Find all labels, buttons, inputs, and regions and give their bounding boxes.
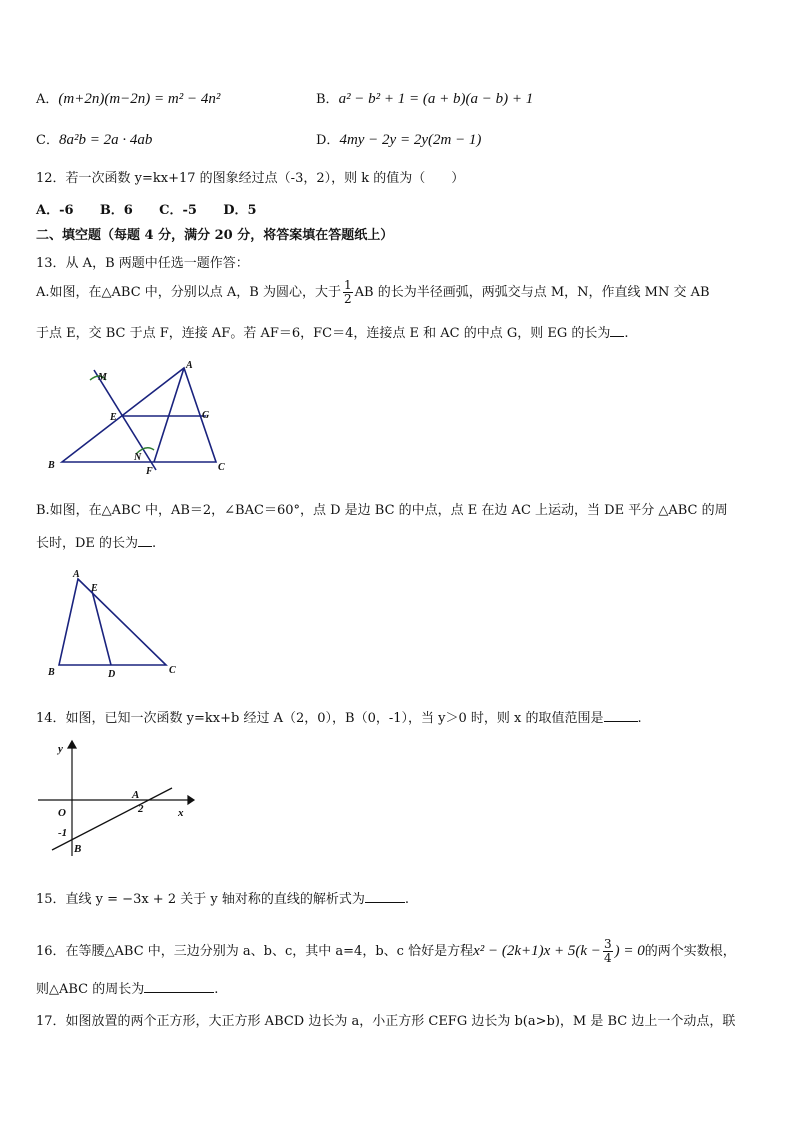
label-g: G bbox=[202, 410, 210, 421]
label-c: C bbox=[218, 462, 225, 473]
q13-b-line1: B.如图，在△ABC 中，AB＝2，∠BAC＝60°，点 D 是边 BC 的中点，点 E 在边 AC 上运动，当 DE 平分 △ABC 的周 bbox=[36, 503, 728, 518]
q12-option-a: A．-6 bbox=[36, 203, 74, 218]
q15-stem: 15．直线 y = −3x + 2 关于 y 轴对称的直线的解析式为 . bbox=[36, 892, 409, 907]
label-m: M bbox=[98, 372, 107, 383]
label-b: B bbox=[48, 460, 55, 471]
label-tick-2: 2 bbox=[138, 803, 144, 815]
label-point-a: A bbox=[132, 789, 140, 801]
answer-blank bbox=[610, 325, 624, 337]
q13-b-line2: 长时，DE 的长为 . bbox=[36, 536, 157, 551]
label-y: y bbox=[58, 743, 63, 755]
triangle-abc bbox=[59, 579, 166, 665]
answer-blank bbox=[604, 710, 638, 722]
q13-a-line2: 于点 E，交 BC 于点 F，连接 AF。若 AF＝6，FC＝4，连接点 E 和 AC 的中点 G，则 EG 的长为 . bbox=[36, 326, 629, 341]
label-d: D bbox=[108, 669, 116, 679]
label-point-b: B bbox=[74, 843, 82, 855]
label-c: C bbox=[169, 665, 176, 676]
q11-option-c: C．8a²b = 2a · 4ab bbox=[36, 132, 153, 148]
label-b: B bbox=[48, 667, 55, 678]
q11-option-b-expr: a² − b² + 1 = (a + b)(a − b) + 1 bbox=[338, 91, 534, 107]
label-e: E bbox=[91, 583, 98, 594]
figure-triangle-abc-perpendicular-bisector bbox=[44, 358, 234, 478]
fraction-one-half: $\frac{1}{2}$ bbox=[344, 278, 352, 306]
q13-a-line1: A.如图，在△ABC 中，分别以点 A，B 为圆心，大于 $\frac{1}{2}$ AB 的长为半径画弧，两弧交与点 M，N，作直线 MN 交 AB bbox=[36, 278, 710, 306]
q17-line1: 17．如图放置的两个正方形，大正方形 ABCD 边长为 a，小正方形 CEFG 边长为 b(a>b)，M 是 BC 边上一个动点，联 bbox=[36, 1014, 736, 1029]
figure-triangle-abc-de bbox=[42, 567, 192, 679]
q16-line1: 16．在等腰△ABC 中，三边分别为 a、b、c，其中 a=4，b、c 恰好是方程x² − (2k+1)x + 5(k − $\frac{3}{4}$ ) = 0的两个实数根， bbox=[36, 937, 736, 965]
label-origin: O bbox=[58, 807, 66, 819]
q12-option-c: C．-5 bbox=[159, 203, 197, 218]
q16-line2: 则△ABC 的周长为 . bbox=[36, 982, 219, 997]
q11-option-b: B．a² − b² + 1 = (a + b)(a − b) + 1 bbox=[316, 91, 534, 107]
q13-stem: 13．从 A，B 两题中任选一题作答： bbox=[36, 256, 249, 271]
q11-option-c-expr: 8a²b = 2a · 4ab bbox=[58, 132, 153, 148]
q11-option-a: A．(m+2n)(m−2n) = m² − 4n² bbox=[36, 91, 221, 107]
label-a: A bbox=[186, 360, 193, 371]
q14-stem: 14．如图，已知一次函数 y=kx+b 经过 A（2，0），B（0，-1），当 y＞0 时，则 x 的取值范围是 . bbox=[36, 711, 642, 726]
q11-option-a-expr: (m+2n)(m−2n) = m² − 4n² bbox=[58, 91, 221, 107]
line-mn bbox=[94, 370, 156, 470]
q11-option-d-expr: 4my − 2y = 2y(2m − 1) bbox=[339, 132, 482, 148]
label-f: F bbox=[146, 466, 153, 477]
q12-options bbox=[36, 199, 257, 218]
q11-option-d: D．4my − 2y = 2y(2m − 1) bbox=[316, 132, 482, 148]
y-axis-arrow bbox=[68, 741, 76, 748]
label-e: E bbox=[110, 412, 117, 423]
label-a: A bbox=[73, 569, 80, 580]
segment-af bbox=[154, 368, 184, 462]
fraction-three-quarters: $\frac{3}{4}$ bbox=[603, 937, 612, 965]
q12-option-b: B．6 bbox=[99, 203, 133, 218]
triangle-abc bbox=[62, 368, 216, 462]
section-fill-in-blank-heading: 二、填空题（每题 4 分，满分 20 分，将答案填在答题纸上） bbox=[36, 228, 394, 243]
label-tick-minus1: -1 bbox=[58, 827, 68, 839]
figure-linear-function-graph bbox=[30, 738, 200, 858]
label-n: N bbox=[134, 452, 142, 463]
q12-stem: 12．若一次函数 y=kx+17 的图象经过点（-3，2），则 k 的值为（ ） bbox=[36, 171, 465, 186]
answer-blank bbox=[144, 981, 214, 993]
answer-blank bbox=[365, 891, 405, 903]
x-axis-arrow bbox=[188, 796, 194, 804]
answer-blank bbox=[138, 535, 152, 547]
function-line bbox=[52, 788, 172, 850]
label-x: x bbox=[178, 807, 184, 819]
q12-option-d: D．5 bbox=[223, 203, 257, 218]
